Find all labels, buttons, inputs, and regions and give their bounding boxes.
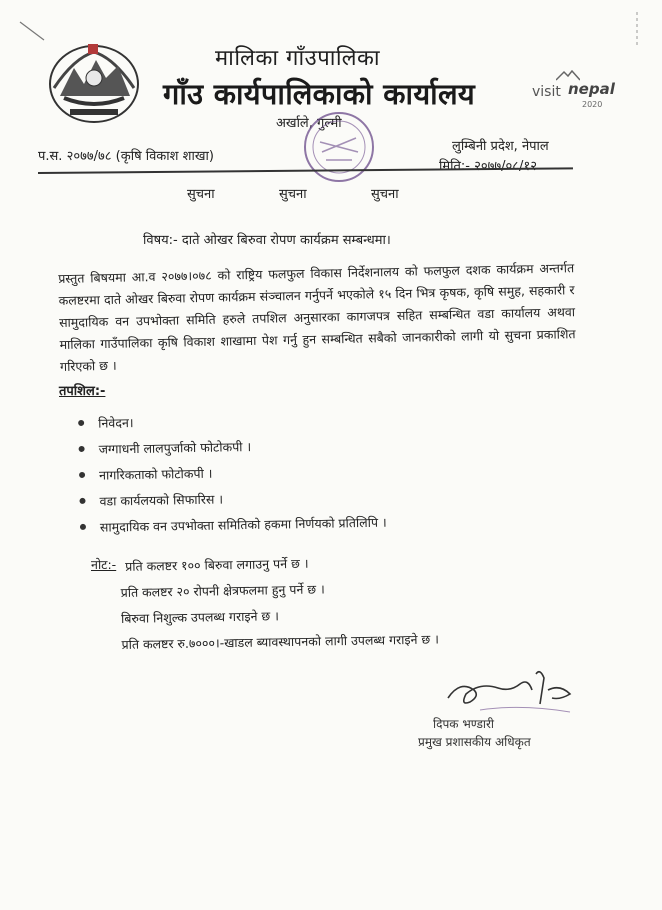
office-address: अर्खाले, गुल्मी bbox=[276, 116, 342, 131]
office-stamp-icon bbox=[300, 108, 378, 186]
details-heading: तपशिल:- bbox=[59, 384, 106, 399]
list-item bbox=[80, 513, 387, 544]
bullet-icon bbox=[79, 446, 85, 452]
note-line: बिरुवा निशुल्क उपलब्ध गराइने छ । bbox=[120, 608, 280, 626]
body-paragraph: प्रस्तुत बिषयमा आ.व २०७७।०७८ को राष्ट्रिय फलफुल विकास निर्देशनालय को फलफुल दशक कार्यक्रम अन्तर्गत कलष्टरमा दाते ओखर बिरुवा रोपण कार्यक्रम संञ्चालन गर्नुपर्ने भएकोले १५ दिन भित्र कृषक, कृषि समुह, सहकारी र सामुदायिक वन उपभोक्ता समिति हरुले तपशिल अनुसारका कागजपत्र सहित सम्बन्धित वडा कार्यालय अथवा मालिका गाउँपालिका कृषि विकाश शाखामा पेश गर्नु हुन सम्बन्धित सबैको जानकारीको लागी यो सुचना प्रकाशित गरिएको छ । bbox=[58, 260, 576, 374]
office-title: गाँउ कार्यपालिकाको कार्यालय bbox=[163, 77, 476, 111]
subject-line: विषय:- दाते ओखर बिरुवा रोपण कार्यक्रम सम्बन्धमा। bbox=[143, 233, 391, 248]
list-item-text: वडा कार्यलयको सिफारिस । bbox=[99, 491, 224, 509]
list-item-text: निवेदन। bbox=[98, 415, 134, 431]
note-line: प्रति कलष्टर १०० बिरुवा लगाउनु पर्ने छ । bbox=[125, 555, 309, 574]
visit-nepal-logo bbox=[532, 70, 624, 120]
visit-logo-visit: visit bbox=[532, 84, 561, 100]
office-name: मालिका गाँउपालिका bbox=[215, 46, 381, 71]
list-item-text: नागरिकताको फोटोकपी । bbox=[98, 465, 213, 483]
notice-label: सुचना bbox=[187, 187, 215, 202]
note-line: प्रति कलष्टर २० रोपनी क्षेत्रफलमा हुनु पर्ने छ । bbox=[120, 581, 325, 600]
list-item-text: सामुदायिक वन उपभोक्ता समितिको हकमा निर्णयको प्रतिलिपि । bbox=[99, 514, 387, 535]
bullet-icon bbox=[80, 524, 86, 530]
corner-mark-icon bbox=[633, 10, 641, 50]
handwritten-signature-icon bbox=[440, 660, 580, 720]
bullet-icon bbox=[78, 420, 84, 426]
date: मिति:- २०७७/०८/१२ bbox=[439, 159, 537, 174]
nepal-emblem-icon bbox=[44, 38, 144, 128]
province: लुम्बिनी प्रदेश, नेपाल bbox=[452, 139, 549, 154]
list-item-text: जग्गाधनी लालपुर्जाको फोटोकपी । bbox=[98, 438, 252, 457]
note-lines bbox=[120, 550, 439, 660]
bullet-icon bbox=[79, 498, 85, 504]
reference-number: प.स. २०७७/७८ (कृषि विकाश शाखा) bbox=[38, 149, 214, 164]
notice-label: सुचना bbox=[371, 187, 399, 202]
details-list bbox=[78, 409, 387, 544]
note-label: नोट:- bbox=[91, 557, 117, 572]
signer-designation: प्रमुख प्रशासकीय अधिकृत bbox=[418, 735, 531, 749]
notice-label: सुचना bbox=[279, 187, 307, 202]
signer-name: दिपक भण्डारी bbox=[433, 717, 495, 731]
visit-logo-year: 2020 bbox=[582, 100, 603, 109]
visit-logo-nepal: nepal bbox=[568, 80, 615, 98]
note-line: प्रति कलष्टर रु.७०००।-खाडल ब्यावस्थापनको लागी उपलब्ध गराइने छ । bbox=[121, 631, 440, 652]
bullet-icon bbox=[79, 472, 85, 478]
